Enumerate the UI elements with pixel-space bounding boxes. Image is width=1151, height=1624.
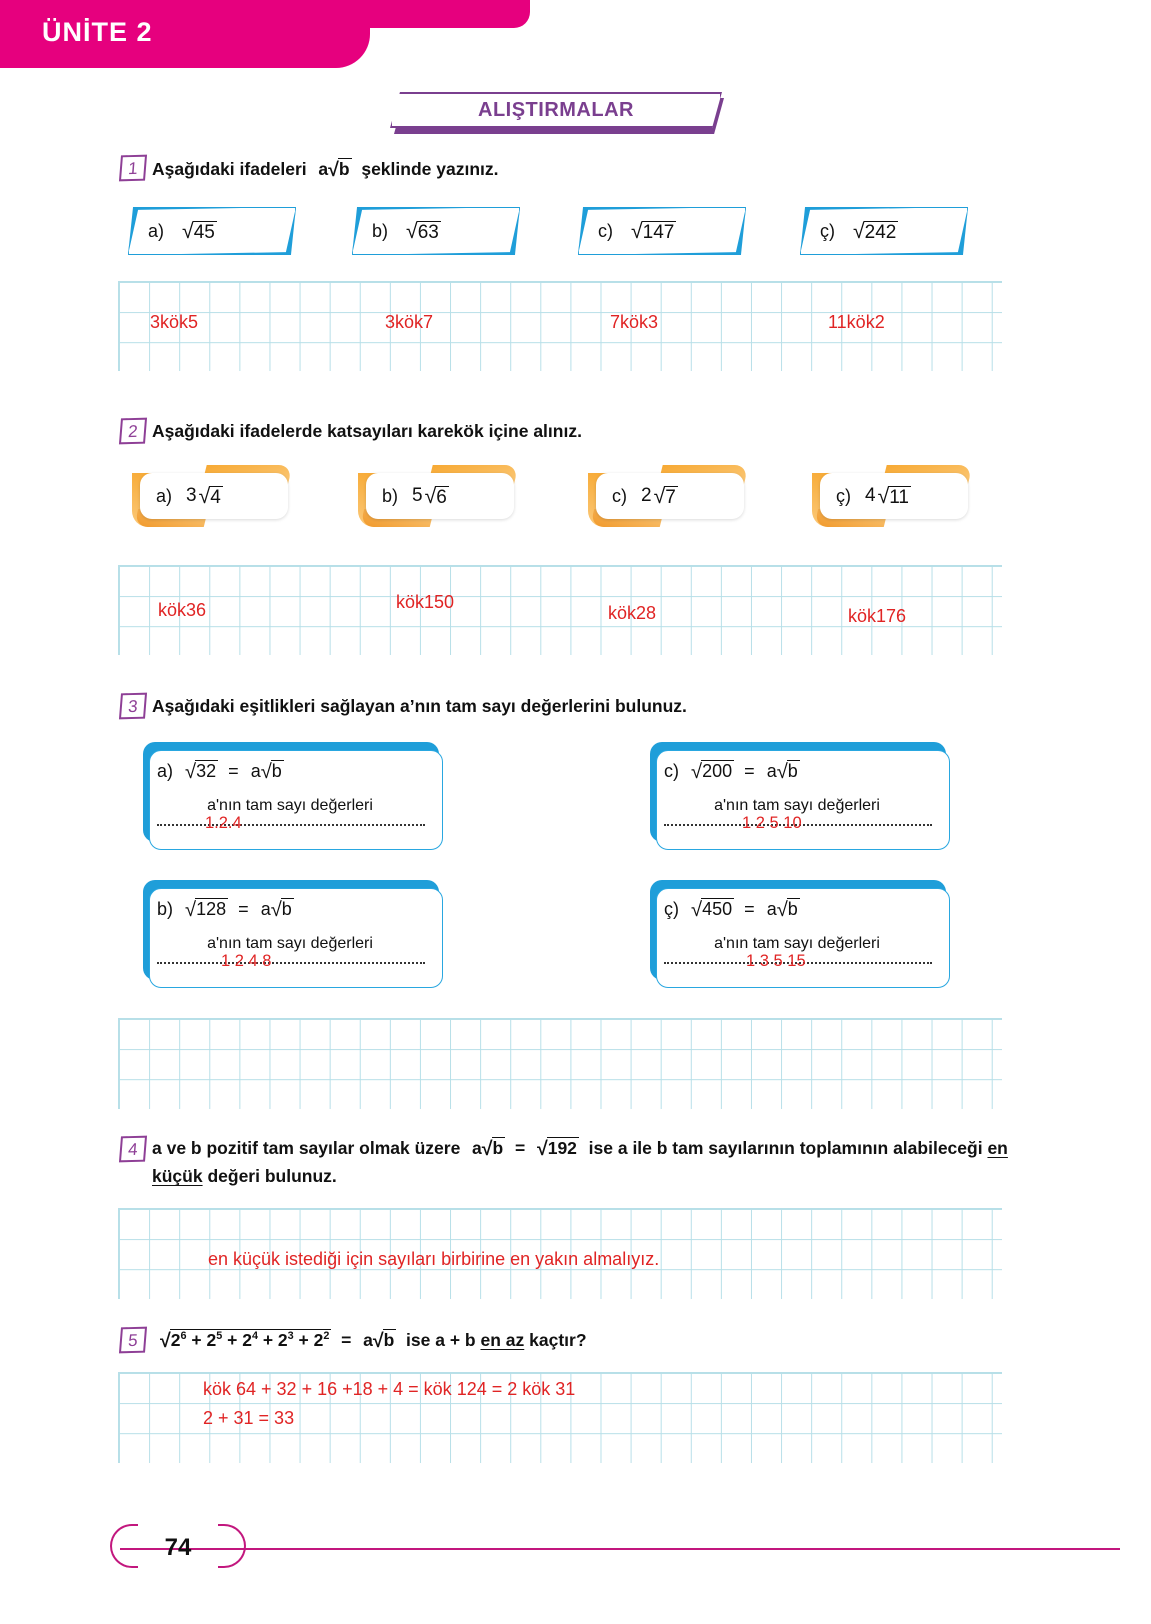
question-4-prompt xyxy=(152,1134,1022,1190)
q1-prompt-after: şeklinde yazınız. xyxy=(361,159,499,179)
q1-prompt-radical: a√b xyxy=(313,158,350,181)
q2-card-b-radicand: 6 xyxy=(436,486,447,508)
q3-box-cc-radicand: 450 xyxy=(702,899,733,919)
q1-answer-cc: 11kök2 xyxy=(828,312,885,332)
q3-box-c[interactable] xyxy=(650,742,950,850)
q5-prompt-emphasis: en az xyxy=(480,1330,525,1350)
q1-card-a-content xyxy=(128,207,296,255)
q5-exp-1: 6 xyxy=(180,1330,187,1343)
q4-prompt-emphasis: en küçük xyxy=(152,1138,1008,1187)
q3-box-b-radical: √128 xyxy=(185,898,227,921)
question-3-prompt: Aşağıdaki eşitlikleri sağlayan a’nın tam sayı değerlerini bulunuz. xyxy=(152,696,687,716)
q3-box-cc-ab: a√b xyxy=(766,898,798,921)
q1-card-a[interactable] xyxy=(128,207,296,255)
q3-box-b-ab: a√b xyxy=(260,898,292,921)
q3-box-a-equals: = xyxy=(223,761,244,781)
q1-card-c-letter: c) xyxy=(598,220,613,241)
q1-answer-b: 3kök7 xyxy=(385,312,434,332)
q5-base-3: 2 xyxy=(242,1330,252,1350)
q1-card-cc-letter: ç) xyxy=(820,220,835,241)
q3-box-b-field-label: a'nın tam sayı değerleri xyxy=(207,935,373,952)
q2-card-cc-letter: ç) xyxy=(836,485,851,506)
unit-banner xyxy=(0,0,600,68)
q3-box-cc-equation xyxy=(664,898,800,921)
q1-card-c-radical: √147 xyxy=(631,219,675,244)
page-number-badge xyxy=(110,1524,250,1568)
q3-box-cc-equals: = xyxy=(739,899,760,919)
q1-card-c-cedilla[interactable] xyxy=(800,207,968,255)
question-number-4: 4 xyxy=(119,1136,147,1163)
q4-prompt-part3: alabileceği xyxy=(893,1138,983,1158)
q5-answer-line-1: kök 64 + 32 + 16 +18 + 4 = kök 124 = 2 kök 31 xyxy=(203,1379,576,1399)
q5-base-5: 2 xyxy=(313,1330,324,1350)
q2-card-b[interactable] xyxy=(358,465,520,527)
q2-card-a-radical: √4 xyxy=(198,484,221,509)
q4-prompt-part4: değeri bulunuz. xyxy=(207,1166,337,1187)
q1-card-c-radicand: 147 xyxy=(642,221,675,243)
question-number-3: 3 xyxy=(119,693,147,720)
q5-prompt-ab: a√b xyxy=(363,1329,395,1352)
q1-card-b-letter: b) xyxy=(372,220,389,241)
q1-answer-c: 7kök3 xyxy=(610,312,659,332)
q3-box-a-field-label: a'nın tam sayı değerleri xyxy=(207,797,373,814)
q4-prompt-part2: ise a ile b tam sayılarının toplamının xyxy=(588,1138,889,1158)
q2-card-a-coef: 3 xyxy=(186,485,197,506)
q2-card-b-coef: 5 xyxy=(412,485,423,506)
q3-box-a-answer-line[interactable] xyxy=(157,824,425,826)
q5-prompt-equals: = xyxy=(336,1330,357,1350)
q1-card-a-radicand: 45 xyxy=(193,221,215,243)
q3-box-b-letter: b) xyxy=(157,899,174,919)
q1-card-a-letter: a) xyxy=(148,220,165,241)
ribbon-title: ALIŞTIRMALAR xyxy=(478,99,634,121)
q1-answer-a: 3kök5 xyxy=(150,312,199,332)
q2-card-b-letter: b) xyxy=(382,485,399,506)
q5-prompt-end: kaçtır? xyxy=(529,1330,587,1350)
q2-card-a-radicand: 4 xyxy=(210,486,221,508)
q5-exp-2: 5 xyxy=(216,1330,223,1343)
q3-box-a-letter: a) xyxy=(157,761,174,781)
q3-box-b[interactable] xyxy=(143,880,443,988)
q2-card-c[interactable] xyxy=(588,465,750,527)
q5-exp-3: 4 xyxy=(251,1330,258,1343)
q2-card-a-letter: a) xyxy=(156,485,173,506)
q1-card-c[interactable] xyxy=(578,207,746,255)
q2-card-a[interactable] xyxy=(132,465,294,527)
q3-box-b-answer-line[interactable] xyxy=(157,962,425,964)
q2-card-a-content xyxy=(140,473,288,519)
q5-exp-4: 3 xyxy=(287,1330,294,1343)
q4-answer: en küçük istediği için sayıları birbirine en yakın almalıyız. xyxy=(208,1249,660,1269)
q3-box-c-answer: 1 2 5 10 xyxy=(742,814,802,832)
q3-box-c-letter: c) xyxy=(664,761,679,781)
q2-answer-a: kök36 xyxy=(158,600,207,620)
q3-box-b-equation xyxy=(157,898,294,921)
q2-answer-c: kök28 xyxy=(608,603,657,623)
q3-box-a-equation xyxy=(157,760,284,783)
q3-box-a-answer: 1.2.4 xyxy=(205,814,242,832)
q5-answer-line-2: 2 + 31 = 33 xyxy=(203,1408,295,1428)
q5-exp-5: 2 xyxy=(323,1330,330,1343)
q3-box-c-equation xyxy=(664,760,800,783)
q3-box-b-answer: 1 2 4 8 xyxy=(221,952,272,970)
q2-answer-cc: kök176 xyxy=(848,606,907,626)
question-number-2: 2 xyxy=(119,418,147,445)
q2-card-cc-coef: 4 xyxy=(865,485,876,506)
q2-card-cc-radical: √11 xyxy=(877,484,909,509)
question-number-5: 5 xyxy=(119,1327,147,1354)
q2-card-c-radicand: 7 xyxy=(665,486,676,508)
q3-answer-grid[interactable] xyxy=(118,1018,1002,1109)
q1-card-b[interactable] xyxy=(352,207,520,255)
q3-box-c-radicand: 200 xyxy=(702,761,733,781)
q5-base-2: 2 xyxy=(206,1330,217,1350)
q3-box-cc-field-label: a'nın tam sayı değerleri xyxy=(714,935,880,952)
q1-card-b-radical: √63 xyxy=(406,219,439,244)
q2-card-c-coef: 2 xyxy=(641,485,652,506)
q2-answer-b: kök150 xyxy=(396,592,455,612)
q2-card-c-letter: c) xyxy=(612,485,627,506)
q3-box-c-equals: = xyxy=(739,761,760,781)
q4-prompt-radical-192: √192 xyxy=(536,1137,577,1160)
q1-card-b-content xyxy=(352,207,520,255)
q1-card-a-radical: √45 xyxy=(182,219,215,244)
q2-card-c-content xyxy=(596,473,744,519)
q3-box-cc-letter: ç) xyxy=(664,899,679,919)
q1-card-cc-radicand: 242 xyxy=(864,221,897,243)
q2-card-c-radical: √7 xyxy=(653,484,676,509)
q3-box-cc-radical: √450 xyxy=(691,898,733,921)
q3-box-a-radicand: 32 xyxy=(196,761,217,781)
footer-rule xyxy=(120,1548,1120,1551)
q4-prompt-equals: = xyxy=(510,1138,531,1158)
q2-card-b-content xyxy=(366,473,514,519)
q3-box-b-radicand: 128 xyxy=(196,899,227,919)
question-number-1: 1 xyxy=(119,155,147,182)
q2-card-cc-content xyxy=(820,473,968,519)
q4-prompt-ab: a√b xyxy=(472,1137,504,1160)
q1-card-cc-radical: √242 xyxy=(853,219,897,244)
q3-box-cc-answer: 1 3 5 15 xyxy=(746,952,806,970)
question-1-prompt xyxy=(152,155,1012,184)
q3-box-a[interactable] xyxy=(143,742,443,850)
page-number: 74 xyxy=(164,1534,192,1561)
question-5-prompt xyxy=(158,1326,1028,1355)
q3-box-a-radical: √32 xyxy=(185,760,217,783)
q3-box-c-field-label: a'nın tam sayı değerleri xyxy=(714,797,880,814)
q1-card-b-radicand: 63 xyxy=(417,221,439,243)
q1-card-c-content xyxy=(578,207,746,255)
exercises-ribbon xyxy=(390,92,725,134)
q5-prompt-mid: ise a + b xyxy=(406,1330,476,1350)
unit-label: ÜNİTE 2 xyxy=(42,17,153,47)
q3-box-a-ab: a√b xyxy=(250,760,282,783)
q2-card-c-cedilla[interactable] xyxy=(812,465,974,527)
q5-prompt-expression: $√2^6 + 2^5 + 2^4 + 2^3 + 2^2$ xyxy=(160,1329,330,1352)
q3-box-c-ab: a√b xyxy=(766,760,798,783)
q3-box-b-equals: = xyxy=(233,899,254,919)
q3-box-c-cedilla[interactable] xyxy=(650,880,950,988)
question-2-prompt: Aşağıdaki ifadelerde katsayıları karekök içine alınız. xyxy=(152,421,582,441)
q5-base-4: 2 xyxy=(277,1330,288,1350)
q5-base-1: 2 xyxy=(170,1330,181,1350)
q1-prompt-before: Aşağıdaki ifadeleri xyxy=(152,159,307,179)
q3-box-c-radical: √200 xyxy=(691,760,733,783)
q4-prompt-part1: a ve b pozitif tam sayılar olmak üzere xyxy=(152,1138,461,1158)
q2-card-cc-radicand: 11 xyxy=(889,486,909,508)
q2-card-b-radical: √6 xyxy=(424,484,447,509)
q1-card-cc-content xyxy=(800,207,968,255)
